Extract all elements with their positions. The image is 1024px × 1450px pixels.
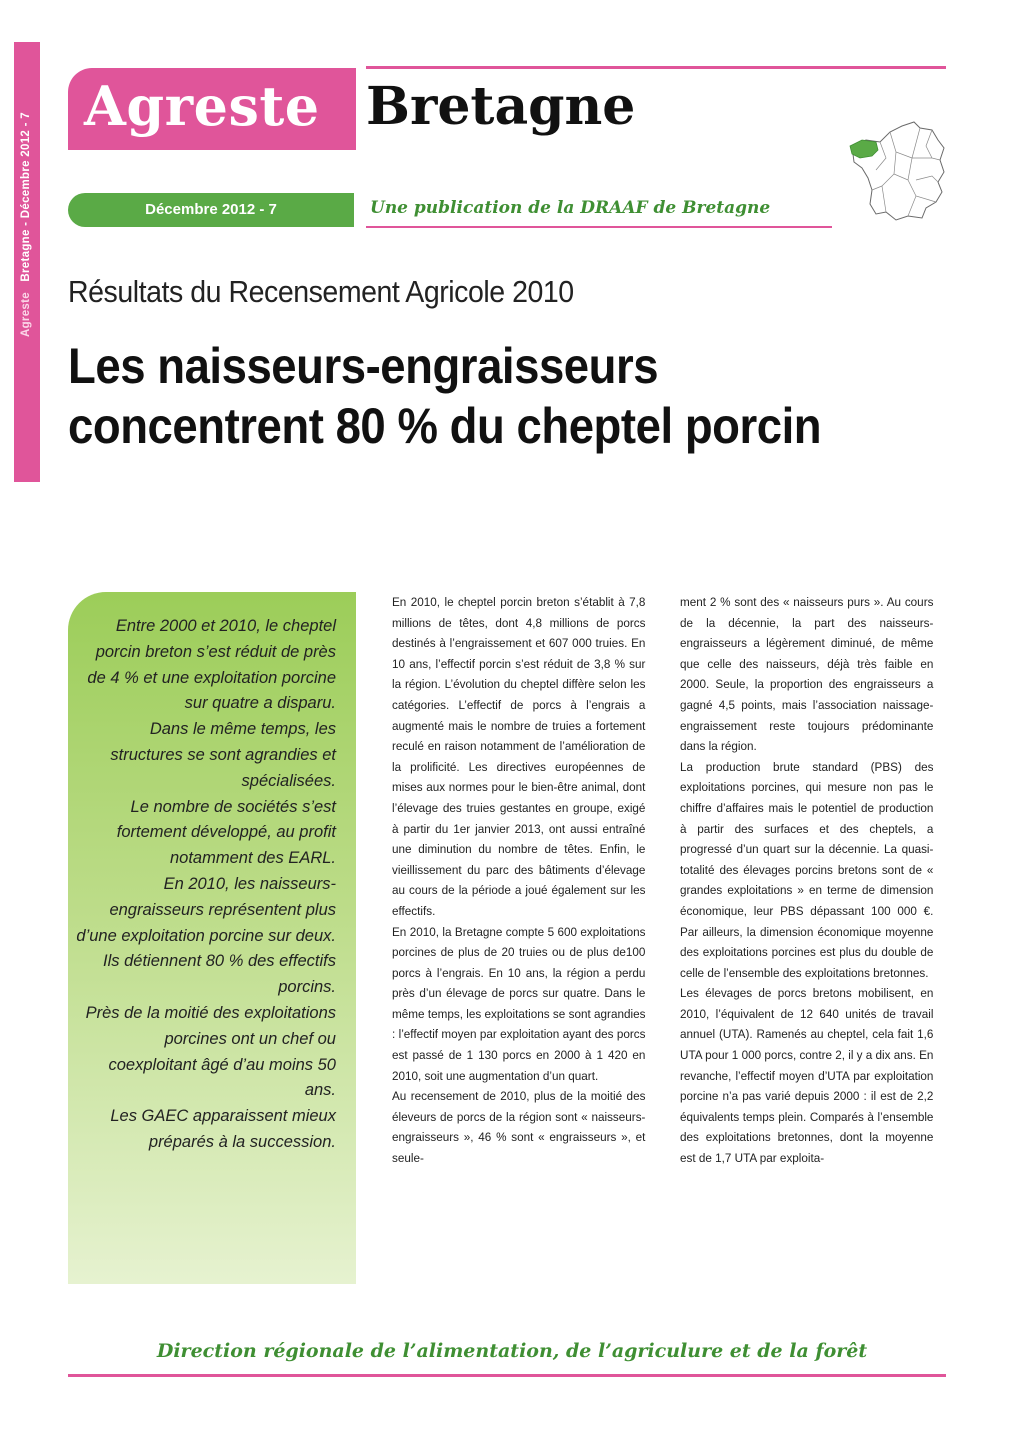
side-strip-issue: Bretagne - Décembre 2012 - 7 — [20, 112, 32, 282]
publication-line: Une publication de la DRAAF de Bretagne — [370, 198, 771, 218]
body-paragraph: En 2010, le cheptel porcin breton s’établit à 7,8 millions de têtes, dont 4,8 millions de porcs destinés à l’engraissement et 607 000 truies. En 10 ans, l’effectif porcin s’est réduit de 3,8 % sur la région. L’évolution du cheptel diffère selon les catégories. L’effectif de porcs à l’engrais a augmenté mais le nombre de truies a fortement reculé en raison notamment de l’amélioration de la prolificité. Les directives européennes de mises aux normes pour le bien-être animal, dont l’élevage des truies gestantes en groupe, exigé à partir du 1er janvier 2013, ont aussi entraîné une diminution du nombre de têtes. Enfin, le vieillissement du parc des bâtiments d’élevage au cours de la période a joué également sur les effectifs. — [392, 595, 646, 918]
summary-sentence: En 2010, les naisseurs-engraisseurs représentent plus d’une exploitation porcine sur deux. — [76, 874, 336, 945]
summary-sentence: Ils détiennent 80 % des effectifs porcins. — [103, 952, 336, 997]
article-headline — [68, 336, 905, 456]
issue-date-badge: Décembre 2012 - 7 — [68, 193, 354, 227]
article-kicker: Résultats du Recensement Agricole 2010 — [68, 274, 574, 309]
body-paragraph: ment 2 % sont des « naisseurs purs ». Au cours de la décennie, la part des naisseurs-engraisseurs a légèrement diminué, de même que celle des naisseurs, déjà très faible en 2000. Seule, la proportion des engraisseurs a gagné 4,5 points, mais l’association naissage-engraissement reste toujours prédominante dans la région. — [680, 595, 934, 754]
body-paragraph: Au recensement de 2010, plus de la moitié des éleveurs de porcs de la région sont « naisseurs-engraisseurs », 46 % sont « engraisseurs », et seule- — [392, 1089, 646, 1166]
region-title: Bretagne — [366, 76, 636, 137]
side-strip-brand: Agreste — [20, 292, 32, 337]
summary-sentence: Près de la moitié des exploitations porcines ont un chef ou coexploitant âgé d’au moins 50 ans. — [85, 1003, 336, 1100]
logo-text: Agreste — [84, 74, 320, 138]
body-column-2 — [680, 592, 933, 1169]
summary-sentence: Dans le même temps, les structures se sont agrandies et spécialisées. — [110, 720, 336, 790]
france-map-icon — [846, 118, 948, 222]
body-paragraph: Les élevages de porcs bretons mobilisent, en 2010, l’équivalent de 12 640 unités de travail annuel (UTA). Ramenés au cheptel, cela fait 1,6 UTA pour 1 000 porcs, contre 2, il y a dix ans. En revanche, l’effectif moyen d’UTA par exploitation porcine n’a pas varié depuis 2000 : il est de 2,2 équivalents temps plein. Comparés à l’ensemble des exploitations bretonnes, dont la moyenne est de 1,7 UTA par exploita- — [680, 986, 934, 1166]
footer-rule — [68, 1374, 946, 1377]
body-paragraph: En 2010, la Bretagne compte 5 600 exploitations porcines de plus de 20 truies ou de plus de100 porcs à l’engrais. En 10 ans, la région a perdu près d’un élevage de porcs sur quatre. Dans le même temps, les exploitations se sont agrandies : l’effectif moyen par exploitation ayant des porcs est passé de 1 130 porcs en 2000 à 1 420 en 2010, soit une augmentation d’un quart. — [392, 924, 646, 1083]
summary-text — [76, 614, 336, 1156]
headline-line-2: concentrent 80 % du cheptel porcin — [68, 398, 822, 454]
headline-line-1: Les naisseurs-engraisseurs — [68, 338, 659, 394]
header-top-rule — [366, 66, 946, 69]
publication-rule — [366, 226, 832, 228]
summary-box — [68, 592, 356, 1284]
body-paragraph: La production brute standard (PBS) des exploitations porcines, qui mesure non pas le chiffre d’affaires mais le potentiel de production à partir des surfaces et des cheptels, a progressé d’un quart sur la décennie. La quasi-totalité des élevages porcins bretons sont de « grandes exploitations » en terme de dimension économique, leur PBS dépassant 100 000 €. Par ailleurs, la dimension économique moyenne des exploitations porcines est plus du double de celle de l’ensemble des exploitations bretonnes. — [680, 759, 934, 980]
summary-sentence: Le nombre de sociétés s’est fortement développé, au profit notamment des EARL. — [116, 797, 336, 868]
body-column-1 — [392, 592, 645, 1169]
summary-sentence: Entre 2000 et 2010, le cheptel porcin breton s’est réduit de près de 4 % et une exploitation porcine sur quatre a disparu. — [87, 617, 336, 713]
footer-agency: Direction régionale de l’alimentation, de l’agriculure et de la forêt — [156, 1340, 868, 1362]
summary-sentence: Les GAEC apparaissent mieux préparés à la succession. — [110, 1107, 336, 1151]
side-strip-text — [20, 112, 32, 337]
